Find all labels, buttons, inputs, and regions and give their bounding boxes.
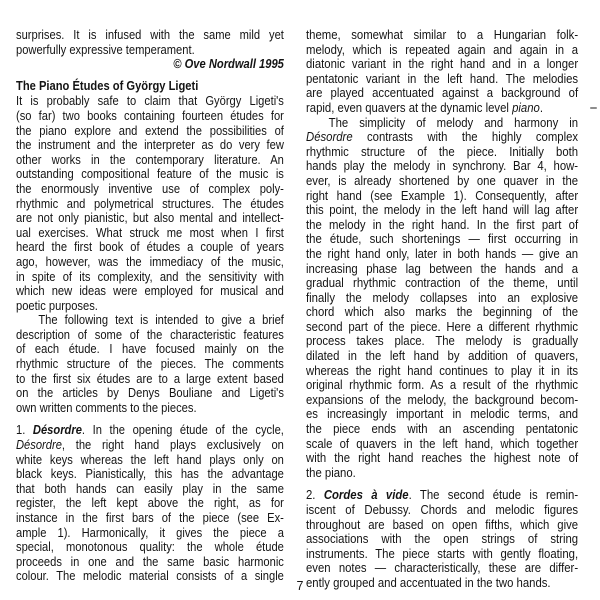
text-run: dilated in the left hand by addition of quavers, [306, 349, 579, 364]
paragraph-intro [16, 94, 284, 313]
text-run: which new ideas were employed for musical and [16, 284, 284, 299]
text-run: the piano. [306, 465, 356, 480]
text-run: rhythmic structure of the pieces. The comments [16, 357, 284, 372]
text-run: (so far) two books containing fourteen études for [16, 108, 284, 123]
text-line [16, 255, 284, 270]
text-line [306, 518, 578, 533]
text-line [306, 57, 578, 72]
text-run: white keys whereas the left hand plays only on [16, 452, 284, 467]
text-run: hands play the melody in synchrony. Bar 4, how- [306, 159, 579, 174]
paragraph-etude2 [306, 488, 578, 590]
text-line [16, 94, 284, 109]
text-run: increasing phase lag between the hands and a [306, 261, 579, 276]
text-line [16, 124, 284, 139]
text-line [306, 291, 578, 306]
text-line [16, 153, 284, 168]
text-line [16, 386, 284, 401]
text-run: on the articles by Denys Bouliane and Ligeti's [16, 386, 284, 401]
text-line [306, 547, 578, 562]
text-line [306, 561, 578, 576]
text-run: melody, which is repeated again and again in a [306, 42, 579, 57]
text-line [16, 357, 284, 372]
text-run: the étude, such shortenings — first occurring in [306, 232, 579, 247]
text-line [306, 334, 578, 349]
text-run: other works in the contemporary literature. An [16, 152, 284, 167]
text-line [306, 86, 578, 101]
text-line [306, 305, 578, 320]
paragraph-etude1-continued [306, 28, 578, 116]
text-run: ual exercises. What struck me most when I first [16, 225, 284, 240]
text-line [16, 109, 284, 124]
text-run: ever, is already shortened by one quaver in the [306, 173, 579, 188]
text-run: of each étude. I have focused mainly on the [16, 342, 284, 357]
text-line [306, 262, 578, 277]
paragraph-etude1 [16, 423, 284, 584]
styled-text-run: © Ove Nordwall 1995 [173, 57, 284, 72]
text-line [306, 407, 578, 422]
text-line [16, 526, 284, 541]
text-run: It is probably safe to claim that György Ligeti's [16, 94, 284, 109]
styled-text-run: Cordes à vide [323, 488, 409, 503]
text-run: to the first six études are to a large extent based [16, 371, 284, 386]
text-run: in spite of its complexity, and the sensitivity with [16, 269, 284, 284]
text-line [306, 218, 578, 233]
text-run: are not only pianistic, but also mental and intellect- [16, 211, 284, 226]
text-line [306, 43, 578, 58]
text-line [16, 182, 284, 197]
text-run: scale of quavers in the left hand, which together [306, 436, 579, 451]
text-line [16, 28, 284, 43]
text-line [306, 189, 578, 204]
text-run: that both hands can easily play in the same [16, 481, 284, 496]
page-number: 7 [296, 579, 304, 593]
text-run: description of some of the characteristic features [16, 327, 284, 342]
text-line [16, 467, 284, 482]
text-run: own written comments to the pieces. [16, 400, 197, 415]
text-line [306, 532, 578, 547]
text-line [306, 203, 578, 218]
text-run: iscent of Debussy. Chords and melodic figures [306, 503, 579, 517]
text-run: colour. The melodic material consists of a single [16, 569, 284, 584]
text-line [16, 482, 284, 497]
text-run: instruments. The piece starts with gently floating, [306, 546, 579, 561]
text-run: instance in the first bars of the piece (see Ex- [16, 511, 284, 525]
text-run: 2. [306, 488, 324, 503]
text-line [16, 401, 284, 416]
text-line [16, 270, 284, 285]
text-line [306, 451, 578, 466]
text-line [306, 393, 578, 408]
text-run: . [539, 100, 543, 115]
text-line [16, 496, 284, 511]
text-line [16, 240, 284, 255]
left-column [16, 28, 284, 584]
text-run: the enormously inventive use of complex poly- [16, 181, 284, 196]
text-run: with the right hand reaches the highest note of [306, 451, 579, 466]
text-run: ently grouped and accentuated in the two hands. [306, 575, 551, 590]
text-run: poetic purposes. [16, 298, 98, 313]
text-line [306, 437, 578, 452]
text-run: this point, the melody in the left hand will lag after [306, 203, 579, 218]
text-line [16, 511, 284, 526]
text-line [306, 116, 578, 131]
text-line [306, 174, 578, 189]
text-run: theme, somewhat similar to a Hungarian folk- [306, 28, 579, 42]
text-run: proceeds in one and the same basic harmonic [16, 554, 284, 569]
text-run: are played accentuated against a background of [306, 86, 579, 101]
text-line [306, 276, 578, 291]
text-run: second part of the piece. Here a different rhythmic [306, 319, 579, 334]
text-run: rhythmic and polymetrical structures. The études [16, 196, 284, 211]
text-run: ago, however, was the immediacy of the music, [16, 254, 284, 269]
text-run: even notes — characteristically, these are differ- [306, 561, 579, 576]
paragraph-overview [16, 313, 284, 415]
text-line [306, 364, 578, 379]
text-line [306, 422, 578, 437]
text-run: . In the opening étude of the cycle, [81, 423, 284, 438]
copyright-line [16, 57, 284, 72]
paragraph-etude1-rhythm [306, 116, 578, 481]
text-run: whereas the right hand continues to play it in its [306, 363, 579, 378]
styled-text-run: piano [512, 100, 540, 115]
text-run: associations with the open strings of string [306, 532, 579, 547]
text-line [16, 342, 284, 357]
text-run: heard the first book of études a couple of years [16, 240, 284, 255]
text-line [16, 313, 284, 328]
text-line [16, 167, 284, 182]
text-run: register, the left kept above the right, as for [16, 496, 284, 511]
text-run: diatonic variant in the right hand and in a longer [306, 57, 579, 72]
text-run: throughout are based on open fifths, which give [306, 517, 579, 532]
text-run: es increasingly important in melodic terms, and [306, 407, 579, 422]
text-line [306, 503, 578, 518]
text-line [306, 488, 578, 503]
text-line [16, 438, 284, 453]
text-line [16, 372, 284, 387]
text-line [16, 43, 284, 58]
text-run: ample 1). Harmonically, it gives the piece a [16, 525, 284, 540]
text-line [306, 28, 578, 43]
text-line [306, 349, 578, 364]
text-line [16, 328, 284, 343]
text-run: chord which also marks the beginning of the [306, 305, 579, 320]
text-line [16, 226, 284, 241]
text-run: the melody in the right hand. In the first part of [306, 217, 579, 232]
text-line [16, 423, 284, 438]
text-line [16, 284, 284, 299]
text-run: rapid, even quavers at the dynamic level [306, 100, 513, 115]
text-run: outstanding compositional feature of the music is [16, 167, 284, 182]
text-line [306, 466, 578, 481]
text-line [16, 299, 284, 314]
text-run: the piece ends with an ascending pentatonic [306, 422, 579, 437]
text-line [306, 320, 578, 335]
text-run: powerfully expressive temperament. [16, 42, 195, 57]
text-line [16, 555, 284, 570]
section-heading: The Piano Études of György Ligeti [16, 78, 199, 93]
text-line [16, 57, 284, 72]
text-run: black keys. Pianistically, this has the advantage [16, 467, 284, 482]
text-line [16, 453, 284, 468]
text-line [306, 130, 578, 145]
text-run: gradual rhythmic contraction of the theme, until [306, 276, 579, 291]
paragraph-continuation [16, 28, 284, 57]
text-run: surprises. It is infused with the same mild yet [16, 28, 284, 42]
text-line [306, 378, 578, 393]
text-run: The simplicity of melody and harmony in [328, 115, 579, 130]
text-line [16, 540, 284, 555]
text-run: 1. [16, 423, 33, 438]
text-run: pentatonic variant in the left hand. The melodies [306, 71, 579, 86]
text-line [306, 101, 578, 116]
text-run: the instrument and the interpreter as do very few [16, 138, 284, 153]
scan-artifact-mark [590, 107, 597, 109]
text-run: the piano explore and extend the possibilities of [16, 123, 284, 138]
text-line [306, 247, 578, 262]
text-line [306, 159, 578, 174]
text-run: . The second étude is remin- [408, 488, 579, 503]
styled-text-run: Désordre [32, 423, 82, 438]
text-run: special, monotonous quality: the whole étude [16, 540, 284, 555]
text-line [306, 72, 578, 87]
text-run: right hand (see Example 1). Consequently, after [306, 188, 579, 203]
text-run: The following text is intended to give a brief [38, 313, 284, 328]
text-run: original rhythmic form. As a result of the rhythmic [306, 378, 579, 393]
styled-text-run: Désordre [16, 438, 62, 453]
text-run: process takes place. The melody is gradually [306, 334, 579, 349]
text-line [16, 211, 284, 226]
text-run: contrasts with the highly complex [352, 130, 579, 145]
text-run: finally the melody collapses into an explosive [306, 290, 579, 305]
text-line [306, 145, 578, 160]
text-line [306, 232, 578, 247]
right-column [306, 28, 578, 591]
text-run: the right hand only, later in both hands — give an [306, 246, 579, 261]
text-line [16, 138, 284, 153]
styled-text-run: Désordre [306, 130, 353, 145]
text-run: rhythmic structure of the piece. Initially both [306, 144, 579, 159]
text-run: expansions of the melody, the background becom- [306, 392, 579, 407]
text-run: , the right hand plays exclusively on [61, 438, 284, 453]
text-line [16, 197, 284, 212]
